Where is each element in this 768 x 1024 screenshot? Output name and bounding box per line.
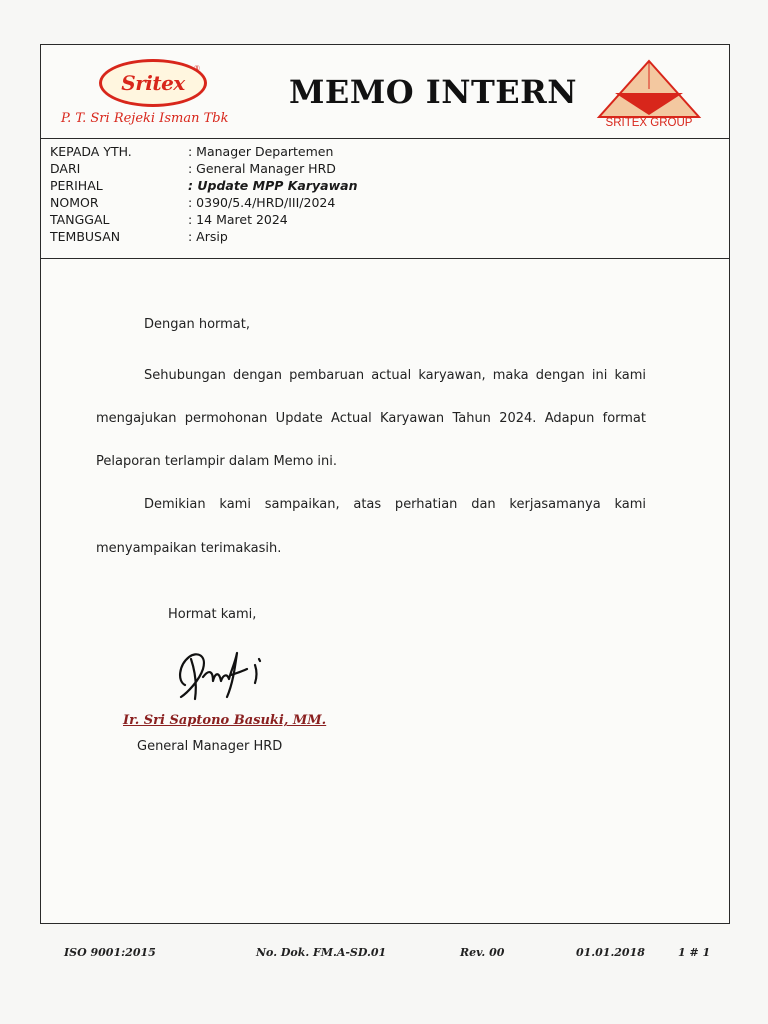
meta-row-nomor [50, 194, 335, 211]
meta-row-tembusan [50, 228, 228, 245]
meta-value: : 14 Maret 2024 [188, 212, 288, 227]
logo-text: Sritex [121, 71, 185, 95]
meta-row-dari [50, 160, 336, 177]
footer-date: 01.01.2018 [576, 946, 645, 959]
paragraph-1-line-3: Pelaporan terlampir dalam Memo ini. [96, 454, 338, 469]
meta-row-perihal [50, 177, 358, 194]
memo-frame [40, 44, 730, 924]
memo-header [41, 45, 729, 139]
footer-page: 1 # 1 [678, 946, 711, 959]
paragraph-1-line-1: Sehubungan dengan pembaruan actual karyawan, maka dengan ini kami [144, 368, 646, 383]
handwritten-signature-icon [173, 641, 273, 705]
meta-value: : 0390/5.4/HRD/III/2024 [188, 195, 336, 210]
memo-meta [41, 141, 729, 259]
meta-value: : General Manager HRD [188, 161, 336, 176]
closing: Hormat kami, [168, 607, 257, 622]
sritex-logo [99, 59, 207, 107]
meta-key: DARI [50, 161, 81, 176]
group-name: SRITEX GROUP [605, 117, 693, 129]
meta-key: KEPADA YTH. [50, 144, 132, 159]
meta-key: NOMOR [50, 195, 99, 210]
company-name: P. T. Sri Rejeki Isman Tbk [61, 111, 229, 126]
footer-iso: ISO 9001:2015 [64, 946, 156, 959]
meta-value: : Arsip [188, 229, 228, 244]
footer-rev: Rev. 00 [460, 946, 505, 959]
greeting: Dengan hormat, [144, 317, 251, 332]
paragraph-2-line-2: menyampaikan terimakasih. [96, 541, 282, 556]
meta-value: : Update MPP Karyawan [188, 178, 358, 193]
signer-position: General Manager HRD [137, 739, 283, 754]
registered-mark: ® [193, 64, 200, 73]
meta-value: : Manager Departemen [188, 144, 334, 159]
signer-name: Ir. Sri Saptono Basuki, MM. [123, 713, 327, 728]
footer-doc-no: No. Dok. FM.A-SD.01 [256, 946, 387, 959]
meta-key: PERIHAL [50, 178, 103, 193]
meta-row-tanggal [50, 211, 288, 228]
meta-row-kepada [50, 143, 333, 160]
paragraph-1-line-2: mengajukan permohonan Update Actual Karyawan Tahun 2024. Adapun format [96, 411, 646, 426]
paragraph-2-line-1: Demikian kami sampaikan, atas perhatian dan kerjasamanya kami [144, 497, 646, 512]
memo-title: MEMO INTERN [289, 73, 578, 111]
meta-key: TEMBUSAN [50, 229, 121, 244]
meta-key: TANGGAL [50, 212, 110, 227]
